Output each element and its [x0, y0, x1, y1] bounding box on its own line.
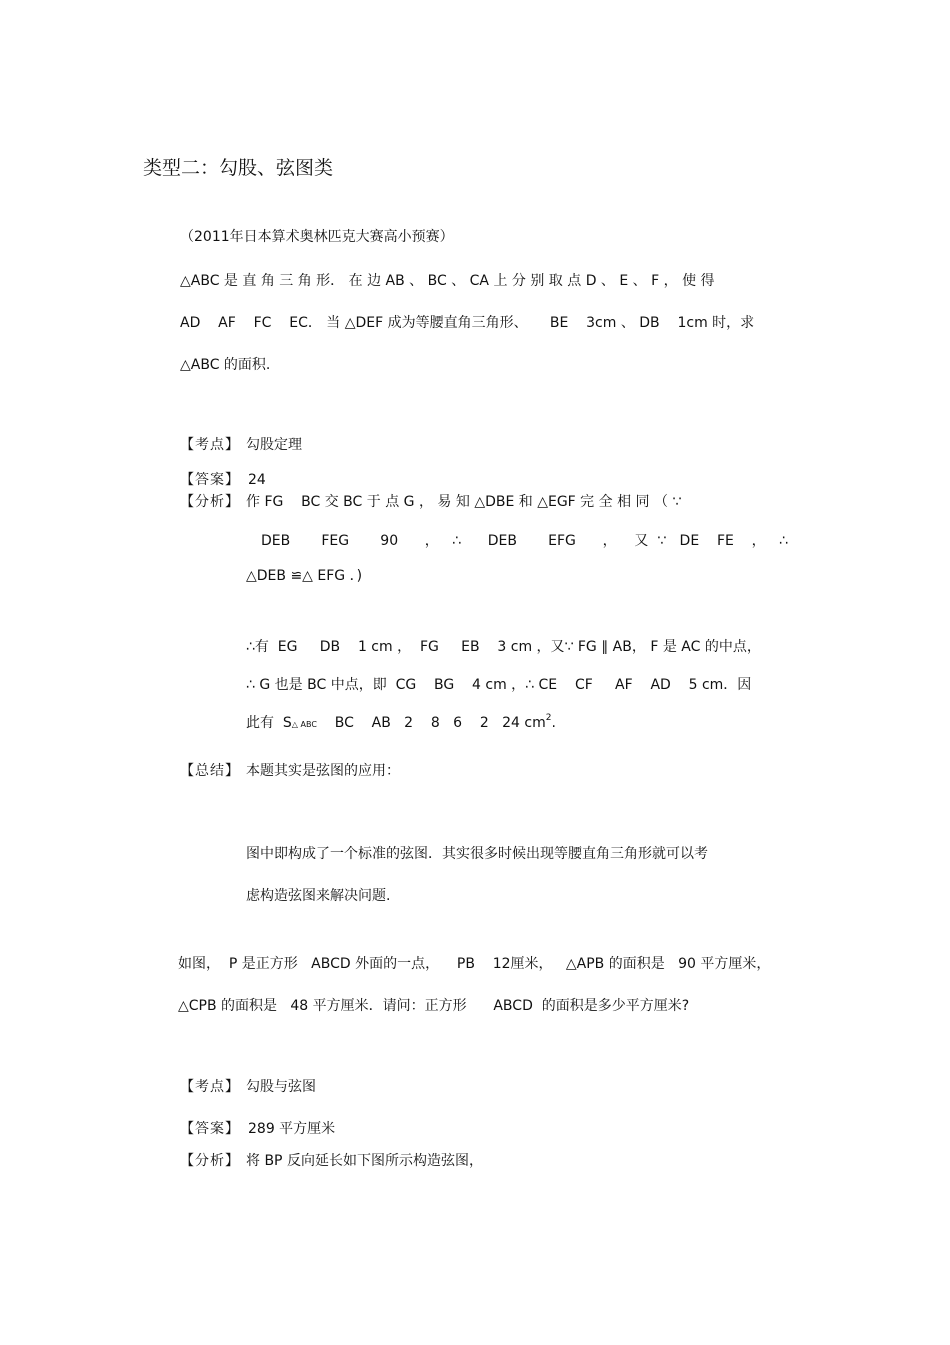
- problem1-source: （2011年日本算术奥林匹克大赛高小预赛）: [180, 229, 454, 245]
- summary-line1: 图中即构成了一个标准的弦图．其实很多时候出现等腰直角三角形就可以考: [246, 846, 708, 862]
- zongjie-value: 本题其实是弦图的应用：: [246, 763, 400, 779]
- fenxi-line5: ∴ G 也是 BC 中点，即 CG BG 4 cm ，∴ CE CF AF AD 5 cm．因: [246, 677, 752, 693]
- problem1-line1: △ABC 是 直 角 三 角 形． 在 边 AB 、 BC 、 CA 上 分 别 取 点 D 、 E 、 F ， 使 得: [180, 273, 715, 289]
- problem1-line2: AD AF FC EC． 当 △DEF 成为等腰直角三角形、 BE 3cm 、 DB 1cm 时，求: [180, 315, 755, 331]
- fenxi-line4: ∴有 EG DB 1 cm ， FG EB 3 cm ，又∵ FG ∥ AB， F 是 AC 的中点，: [246, 639, 761, 655]
- kaodian-label-2: 【考点】: [180, 1079, 240, 1095]
- daan-value-2: 289 平方厘米: [248, 1121, 336, 1137]
- zongjie-label: 【总结】: [180, 763, 240, 779]
- daan-label-2: 【答案】: [180, 1121, 240, 1137]
- problem2-line1: 如图， P 是正方形 ABCD 外面的一点， PB 12厘米， △APB 的面积是 90 平方厘米，: [178, 956, 771, 972]
- area-superscript: 2: [545, 713, 552, 723]
- kaodian-value-1: 勾股定理: [246, 437, 302, 453]
- daan-label-1: 【答案】: [180, 472, 240, 488]
- fenxi-line1: 作 FG BC 交 BC 于 点 G ， 易 知 △DBE 和 △EGF 完 全 相 同 （ ∵: [246, 494, 682, 510]
- kaodian-label-1: 【考点】: [180, 437, 240, 453]
- fenxi-line2: DEB FEG 90 ， ∴ DEB EFG ， 又 ∵ DE FE ， ∴: [261, 533, 788, 549]
- summary-line2: 虑构造弦图来解决问题.: [246, 888, 391, 904]
- kaodian-value-2: 勾股与弦图: [246, 1079, 316, 1095]
- fenxi-label-2: 【分析】: [180, 1153, 240, 1169]
- area-prefix: 此有 S: [246, 715, 292, 731]
- area-period: .: [551, 715, 556, 731]
- fenxi-line6: [246, 714, 556, 734]
- problem1-line3: △ABC 的面积.: [180, 357, 271, 373]
- fenxi-label-1: 【分析】: [180, 494, 240, 510]
- problem2-line2: △CPB 的面积是 48 平方厘米．请问：正方形 ABCD 的面积是多少平方厘米?: [178, 998, 690, 1014]
- area-subscript: △ ABC: [291, 720, 317, 729]
- daan-value-1: 24: [248, 472, 266, 488]
- area-formula: BC AB 2 8 6 2 24 cm: [316, 715, 546, 731]
- fenxi-line3: △DEB ≌△ EFG ．): [246, 568, 363, 584]
- section-heading: 类型二：勾股、弦图类: [143, 157, 334, 179]
- fenxi-value-2: 将 BP 反向延长如下图所示构造弦图，: [246, 1153, 483, 1169]
